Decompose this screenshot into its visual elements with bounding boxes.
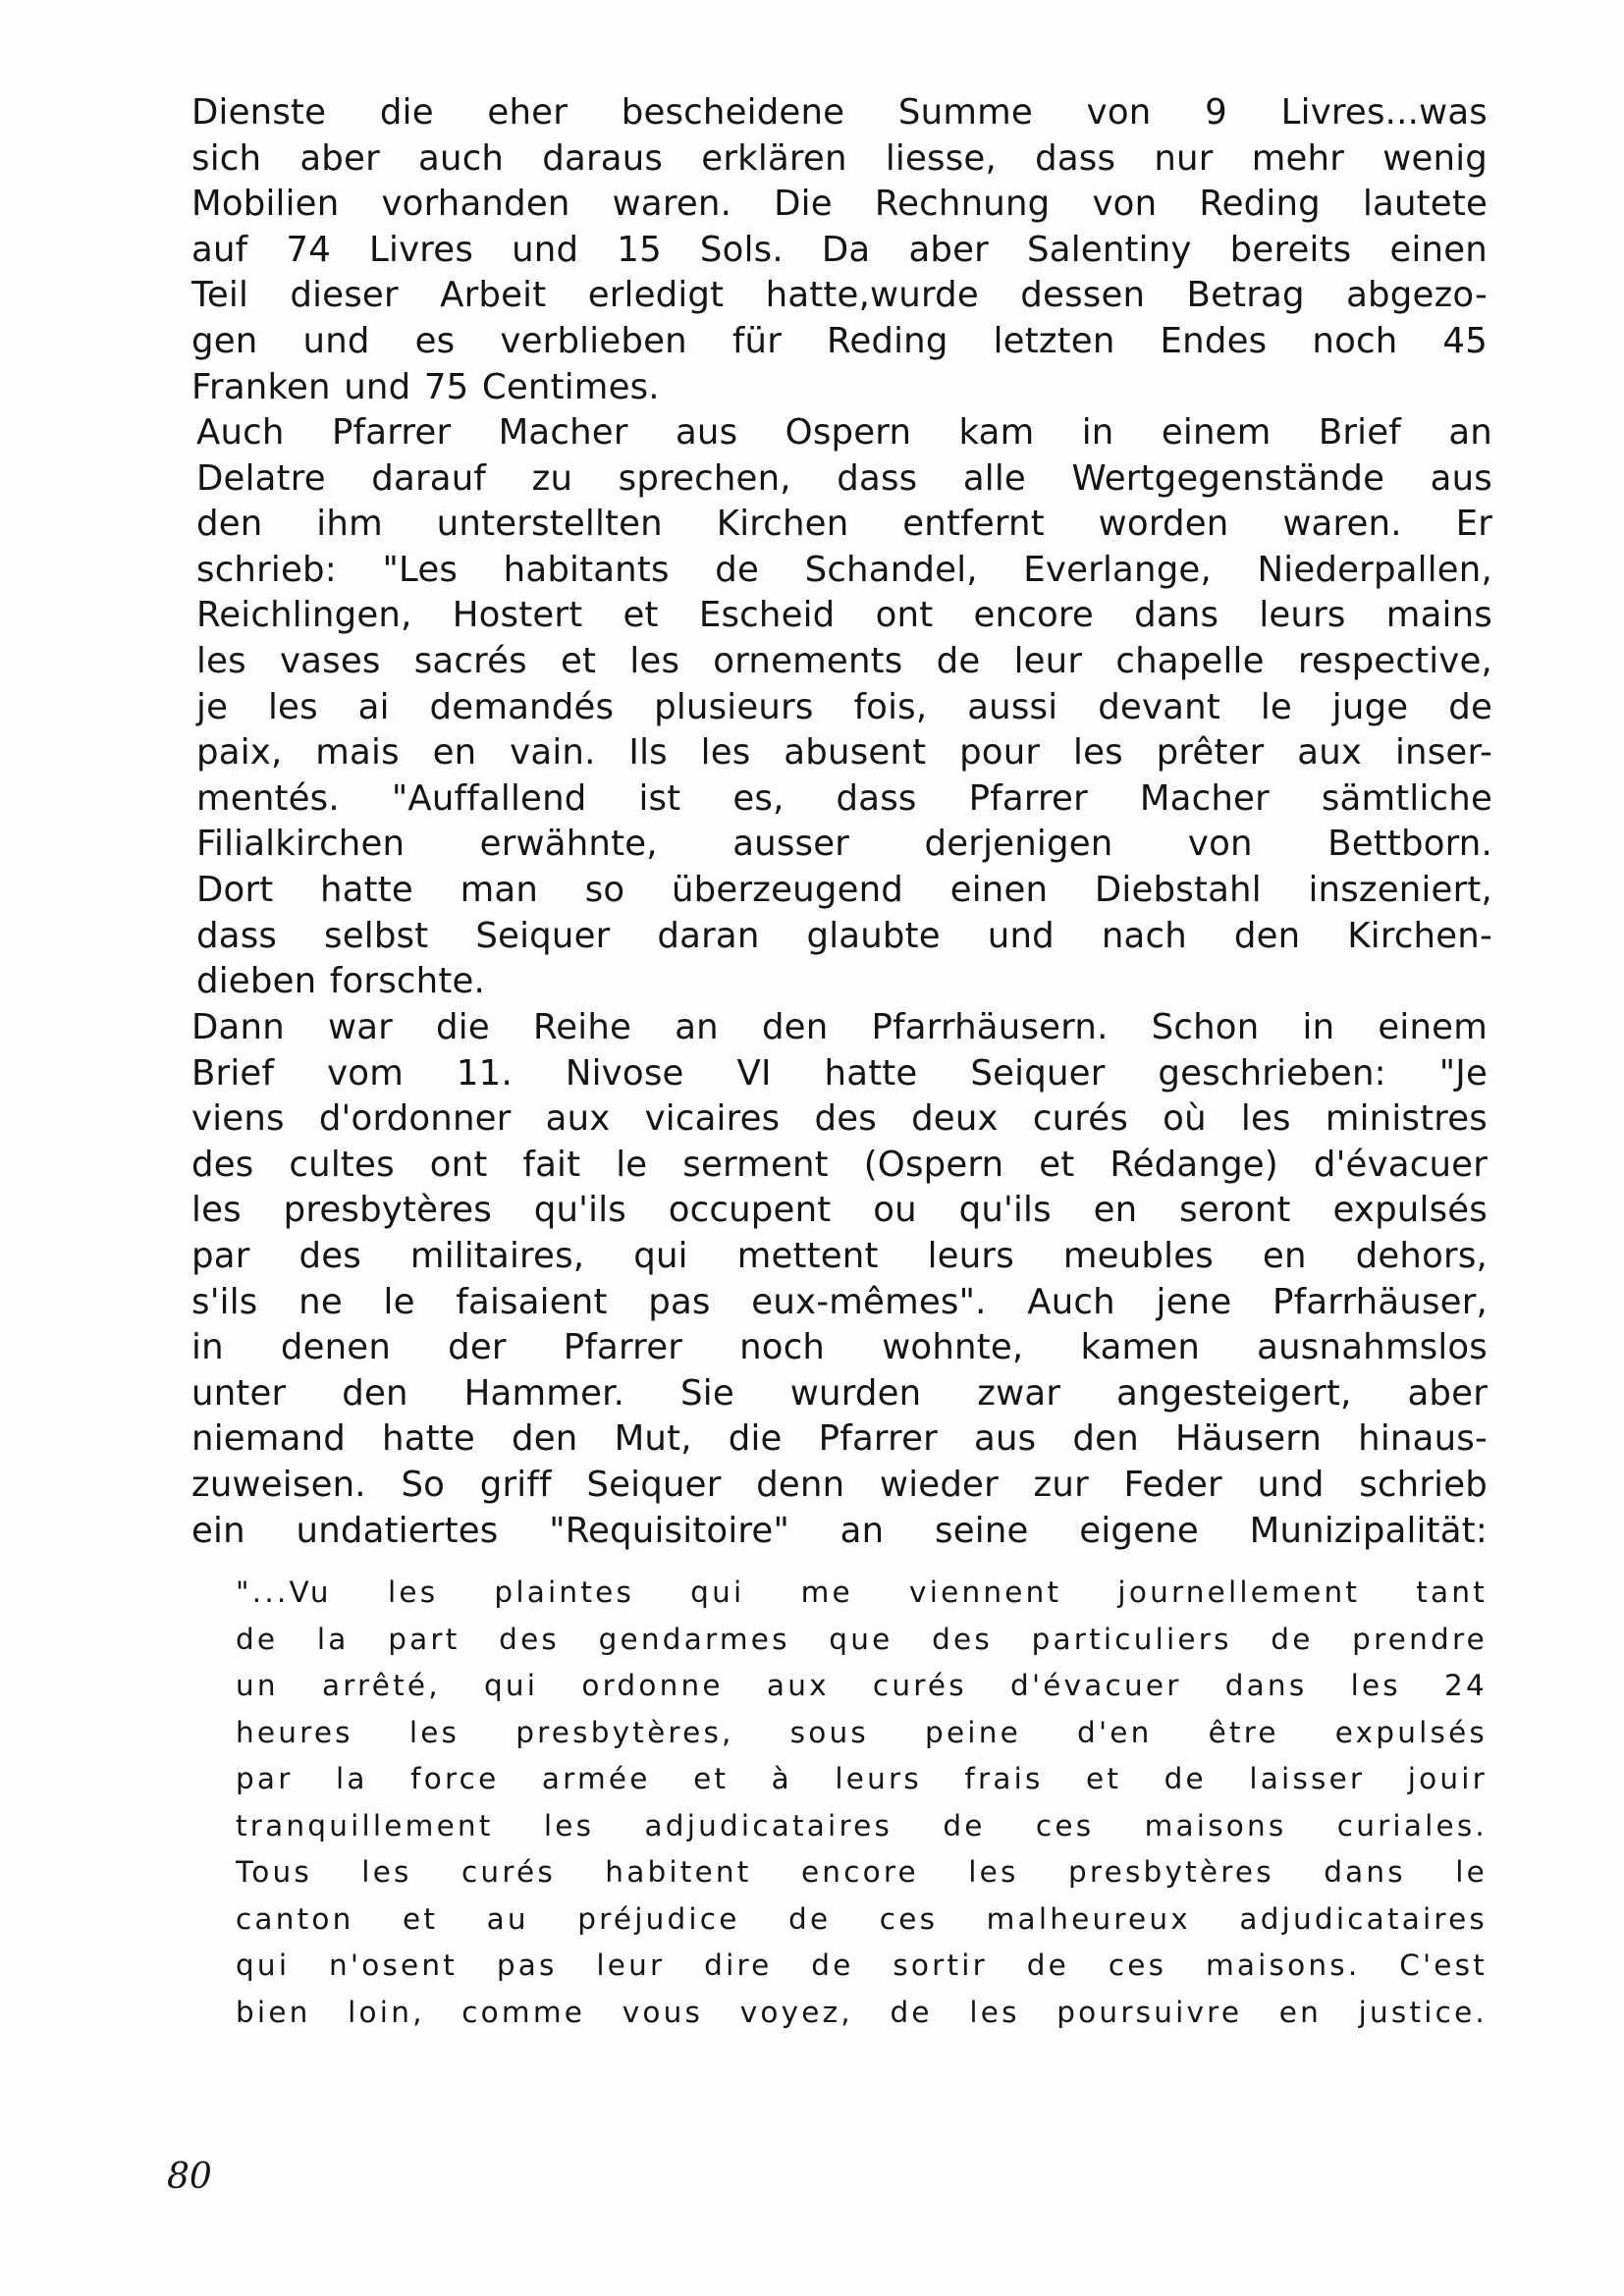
quote-line: "...Vu les plaintes qui me viennent journellement tant	[236, 1575, 1488, 1609]
text-line: viens d'ordonner aux vicaires des deux curés où les ministres	[191, 1098, 1488, 1140]
text-line: in denen der Pfarrer noch wohnte, kamen ausnahmslos	[191, 1327, 1488, 1368]
text-line: je les ai demandés plusieurs fois, aussi devant le juge de	[196, 686, 1492, 727]
block-quote	[236, 1570, 1488, 2036]
text-line: Filialkirchen erwähnte, ausser derjenigen von Bettborn.	[196, 824, 1492, 865]
quote-line: Tous les curés habitent encore les presbytères dans le	[236, 1855, 1488, 1889]
text-line: mentés. "Auffallend ist es, dass Pfarrer Macher sämtliche	[196, 777, 1492, 819]
text-line: Auch Pfarrer Macher aus Ospern kam in einem Brief an	[196, 412, 1492, 453]
text-line: Dann war die Reihe an den Pfarrhäusern. Schon in einem	[191, 1007, 1488, 1047]
text-line: Reichlingen, Hostert et Escheid ont encore dans leurs mains	[196, 595, 1492, 636]
text-line: unter den Hammer. Sie wurden zwar angesteigert, aber	[191, 1372, 1488, 1414]
text-line: dass selbst Seiquer daran glaubte und nach den Kirchen-	[196, 915, 1492, 956]
quote-line: canton et au préjudice de ces malheureux adjudicataires	[236, 1901, 1488, 1936]
text-line: ein undatiertes "Requisitoire" an seine eigene Munizipalität:	[191, 1510, 1488, 1551]
quote-line: un arrêté, qui ordonne aux curés d'évacuer dans les 24	[236, 1669, 1488, 1702]
text-line: Teil dieser Arbeit erledigt hatte,wurde dessen Betrag abgezo-	[191, 275, 1488, 316]
text-line: Franken und 75 Centimes.	[191, 366, 660, 407]
text-line: paix, mais en vain. Ils les abusent pour les prêter aux inser-	[196, 732, 1492, 774]
quote-line: de la part des gendarmes que des particuliers de prendre	[236, 1622, 1488, 1656]
text-line: Delatre darauf zu sprechen, dass alle Wertgegenstände aus	[196, 457, 1492, 499]
text-line: Brief vom 11. Nivose VI hatte Seiquer geschrieben: "Je	[191, 1052, 1488, 1094]
page-number: 80	[167, 2157, 212, 2197]
text-line: les presbytères qu'ils occupent ou qu'ils en seront expulsés	[191, 1190, 1488, 1231]
text-line: den ihm unterstellten Kirchen entfernt worden waren. Er	[196, 504, 1492, 545]
text-line: auf 74 Livres und 15 Sols. Da aber Salentiny bereits einen	[191, 229, 1488, 270]
text-line: gen und es verblieben für Reding letzten Endes noch 45	[191, 320, 1488, 361]
paragraph-3	[191, 1005, 1488, 1554]
text-line: sich aber auch daraus erklären liesse, dass nur mehr wenig	[191, 137, 1488, 179]
paragraph-1	[191, 90, 1488, 410]
quote-line: par la force armée et à leurs frais et de laisser jouir	[236, 1762, 1488, 1795]
text-line: zuweisen. So griff Seiquer denn wieder zur Feder und schrieb	[191, 1464, 1488, 1505]
quote-line: heures les presbytères, sous peine d'en être expulsés	[236, 1715, 1488, 1749]
text-line: schrieb: "Les habitants de Schandel, Everlange, Niederpallen,	[196, 549, 1492, 590]
text-line: les vases sacrés et les ornements de leur chapelle respective,	[196, 640, 1492, 681]
text-line: Mobilien vorhanden waren. Die Rechnung von Reding lautete	[191, 184, 1488, 225]
text-line: dieben forschte.	[196, 961, 485, 1002]
text-line: niemand hatte den Mut, die Pfarrer aus den Häusern hinaus-	[191, 1418, 1488, 1460]
text-line: des cultes ont fait le serment (Ospern et Rédange) d'évacuer	[191, 1144, 1488, 1185]
quote-line: tranquillement les adjudicataires de ces maisons curiales.	[236, 1808, 1488, 1842]
text-line: s'ils ne le faisaient pas eux-mêmes". Auch jene Pfarrhäuser,	[191, 1281, 1488, 1322]
paragraph-2	[196, 410, 1492, 1005]
text-line: Dort hatte man so überzeugend einen Diebstahl inszeniert,	[196, 869, 1492, 910]
text-line: par des militaires, qui mettent leurs meubles en dehors,	[191, 1235, 1488, 1276]
text-line: Dienste die eher bescheidene Summe von 9 Livres...was	[191, 92, 1488, 133]
quote-line: bien loin, comme vous voyez, de les poursuivre en justice.	[236, 1995, 1488, 2029]
quote-line: qui n'osent pas leur dire de sortir de ces maisons. C'est	[236, 1949, 1488, 1982]
